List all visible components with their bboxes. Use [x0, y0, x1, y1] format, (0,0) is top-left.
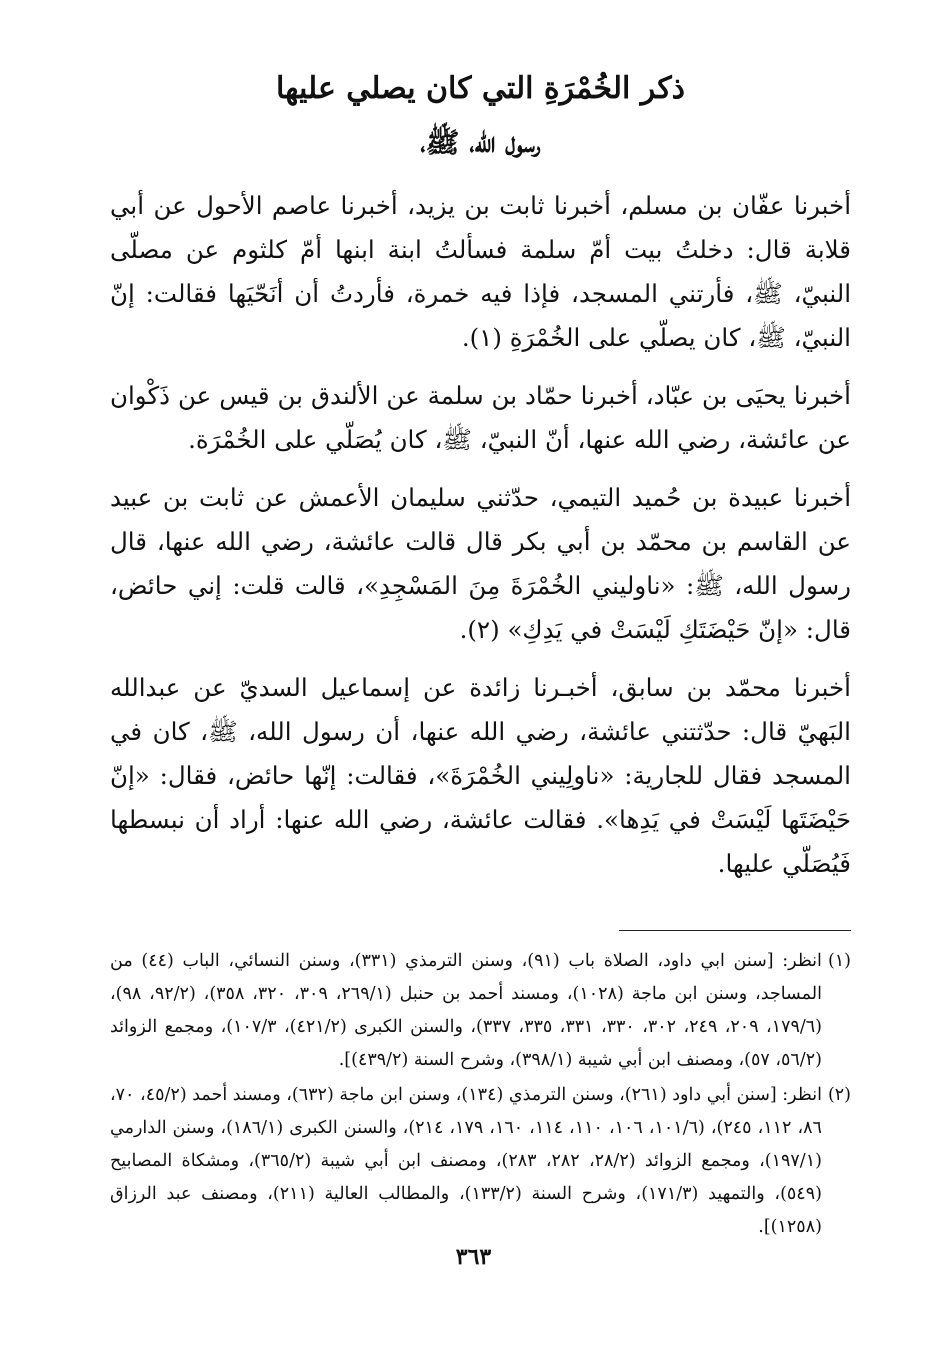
footnote-number: (١) [827, 951, 851, 971]
footnote-divider [619, 930, 851, 931]
paragraph-4: أخبرنا محمّد بن سابق، أخبـرنا زائدة عن إسماعيل السديّ عن عبدالله البَهيّ قال: حدّثتني عائشة، رضي الله عنها، أن رسول الله، ﷺ، كان في المسجد فقال للجارية: «ناولِيني الخُمْرَةَ»، فقالت: إنّها حائض، فقال: «إنّ حَيْضَتَها لَيْسَتْ في يَدِها». فقالت عائشة، رضي الله عنها: أراد أن نبسطها فَيُصَلّي عليها. [110, 673, 851, 878]
footnote-1 [110, 945, 851, 1077]
paragraph-2: أخبرنا يحيَى بن عبّاد، أخبرنا حمّاد بن سلمة عن الألندق بن قيس عن ذَكْوان عن عائشة، رضي الله عنها، أنّ النبيّ، ﷺ، كان يُصَلّي على الخُمْرَة. [110, 381, 851, 454]
paragraph-1: أخبرنا عفّان بن مسلم، أخبرنا ثابت بن يزيد، أخبرنا عاصم الأحول عن أبي قلابة قال: دخلتُ بيت أمّ سلمة فسألتُ ابنة ابنها أمّ كلثوم عن مصلّى النبيّ، ﷺ، فأرتني المسجد، فإذا فيه خمرة، فأردتُ أن أنَحّيَها فقالت: إنّ النبيّ، ﷺ، كان يصلّي على الخُمْرَةِ (١). [110, 191, 851, 352]
chapter-title [110, 62, 851, 170]
title-line-1: ذكر الخُمْرَةِ التي كان يصلي عليها [275, 71, 685, 106]
title-line-2: رسول الله، ﷺ، [420, 126, 541, 159]
footnotes [110, 945, 851, 1244]
footnote-text: انظر: [سنن أبي داود (٢٦١)، وسنن الترمذي (١٣٤)، وسنن ابن ماجة (٦٣٢)، ومسند أحمد (٤٥/٢، ٧٠، ٨٦، ١١٢، ٢٤٥)، (١٠١/٦، ١٠٦، ١١٠، ١١٤، ١٦٠، ١٧٩، ٢١٤)، والسنن الكبرى (١٨٦/١)، وسنن الدارمي (١٩٧/١)، ومجمع الزوائد (٢٨/٢، ٢٨٢، ٢٨٣)، ومصنف ابن أبي شيبة (٣٦٥/٢)، ومشكاة المصابيح (٥٤٩)، والتمهيد (١٧١/٣)، وشرح السنة (١٣٣/٢)، والمطالب العالية (٢١١)، ومصنف عبد الرزاق (١٢٥٨)]. [110, 1085, 822, 1237]
page-number: ٣٦٣ [455, 1244, 492, 1270]
footnote-text: انظر: [سنن ابي داود، الصلاة باب (٩١)، وسنن الترمذي (٣٣١)، وسنن النسائي، الباب (٤٤) من المساجد، وسنن ابن ماجة (١٠٢٨)، ومسند أحمد بن حنبل (٢٦٩/١، ٣٠٩، ٣٢٠، ٣٥٨)، (٩٢/٢، ٩٨)، (١٧٩/٦، ٢٠٩، ٢٤٩، ٣٠٢، ٣٣٠، ٣٣١، ٣٣٥، ٣٣٧)، والسنن الكبرى (٤٢١/٢)، ١٠٧/٣)، ومجمع الزوائد (٥٦/٢، ٥٧)، ومصنف ابن أبي شيبة (٣٩٨/١)، وشرح السنة (٤٣٩/٢)]. [110, 951, 822, 1070]
footnote-2 [110, 1079, 851, 1244]
footnote-number: (٢) [827, 1085, 851, 1105]
main-text [110, 184, 851, 886]
paragraph-3: أخبرنا عبيدة بن حُميد التيمي، حدّثني سليمان الأعمش عن ثابت بن عبيد عن القاسم بن محمّد بن أبي بكر قال قالت عائشة، رضي الله عنها، قال رسول الله، ﷺ: «ناوليني الخُمْرَةَ مِنَ المَسْجِدِ»، قالت قلت: إني حائض، قال: «إنّ حَيْضَتَكِ لَيْسَتْ في يَدِكِ» (٢). [110, 483, 851, 644]
